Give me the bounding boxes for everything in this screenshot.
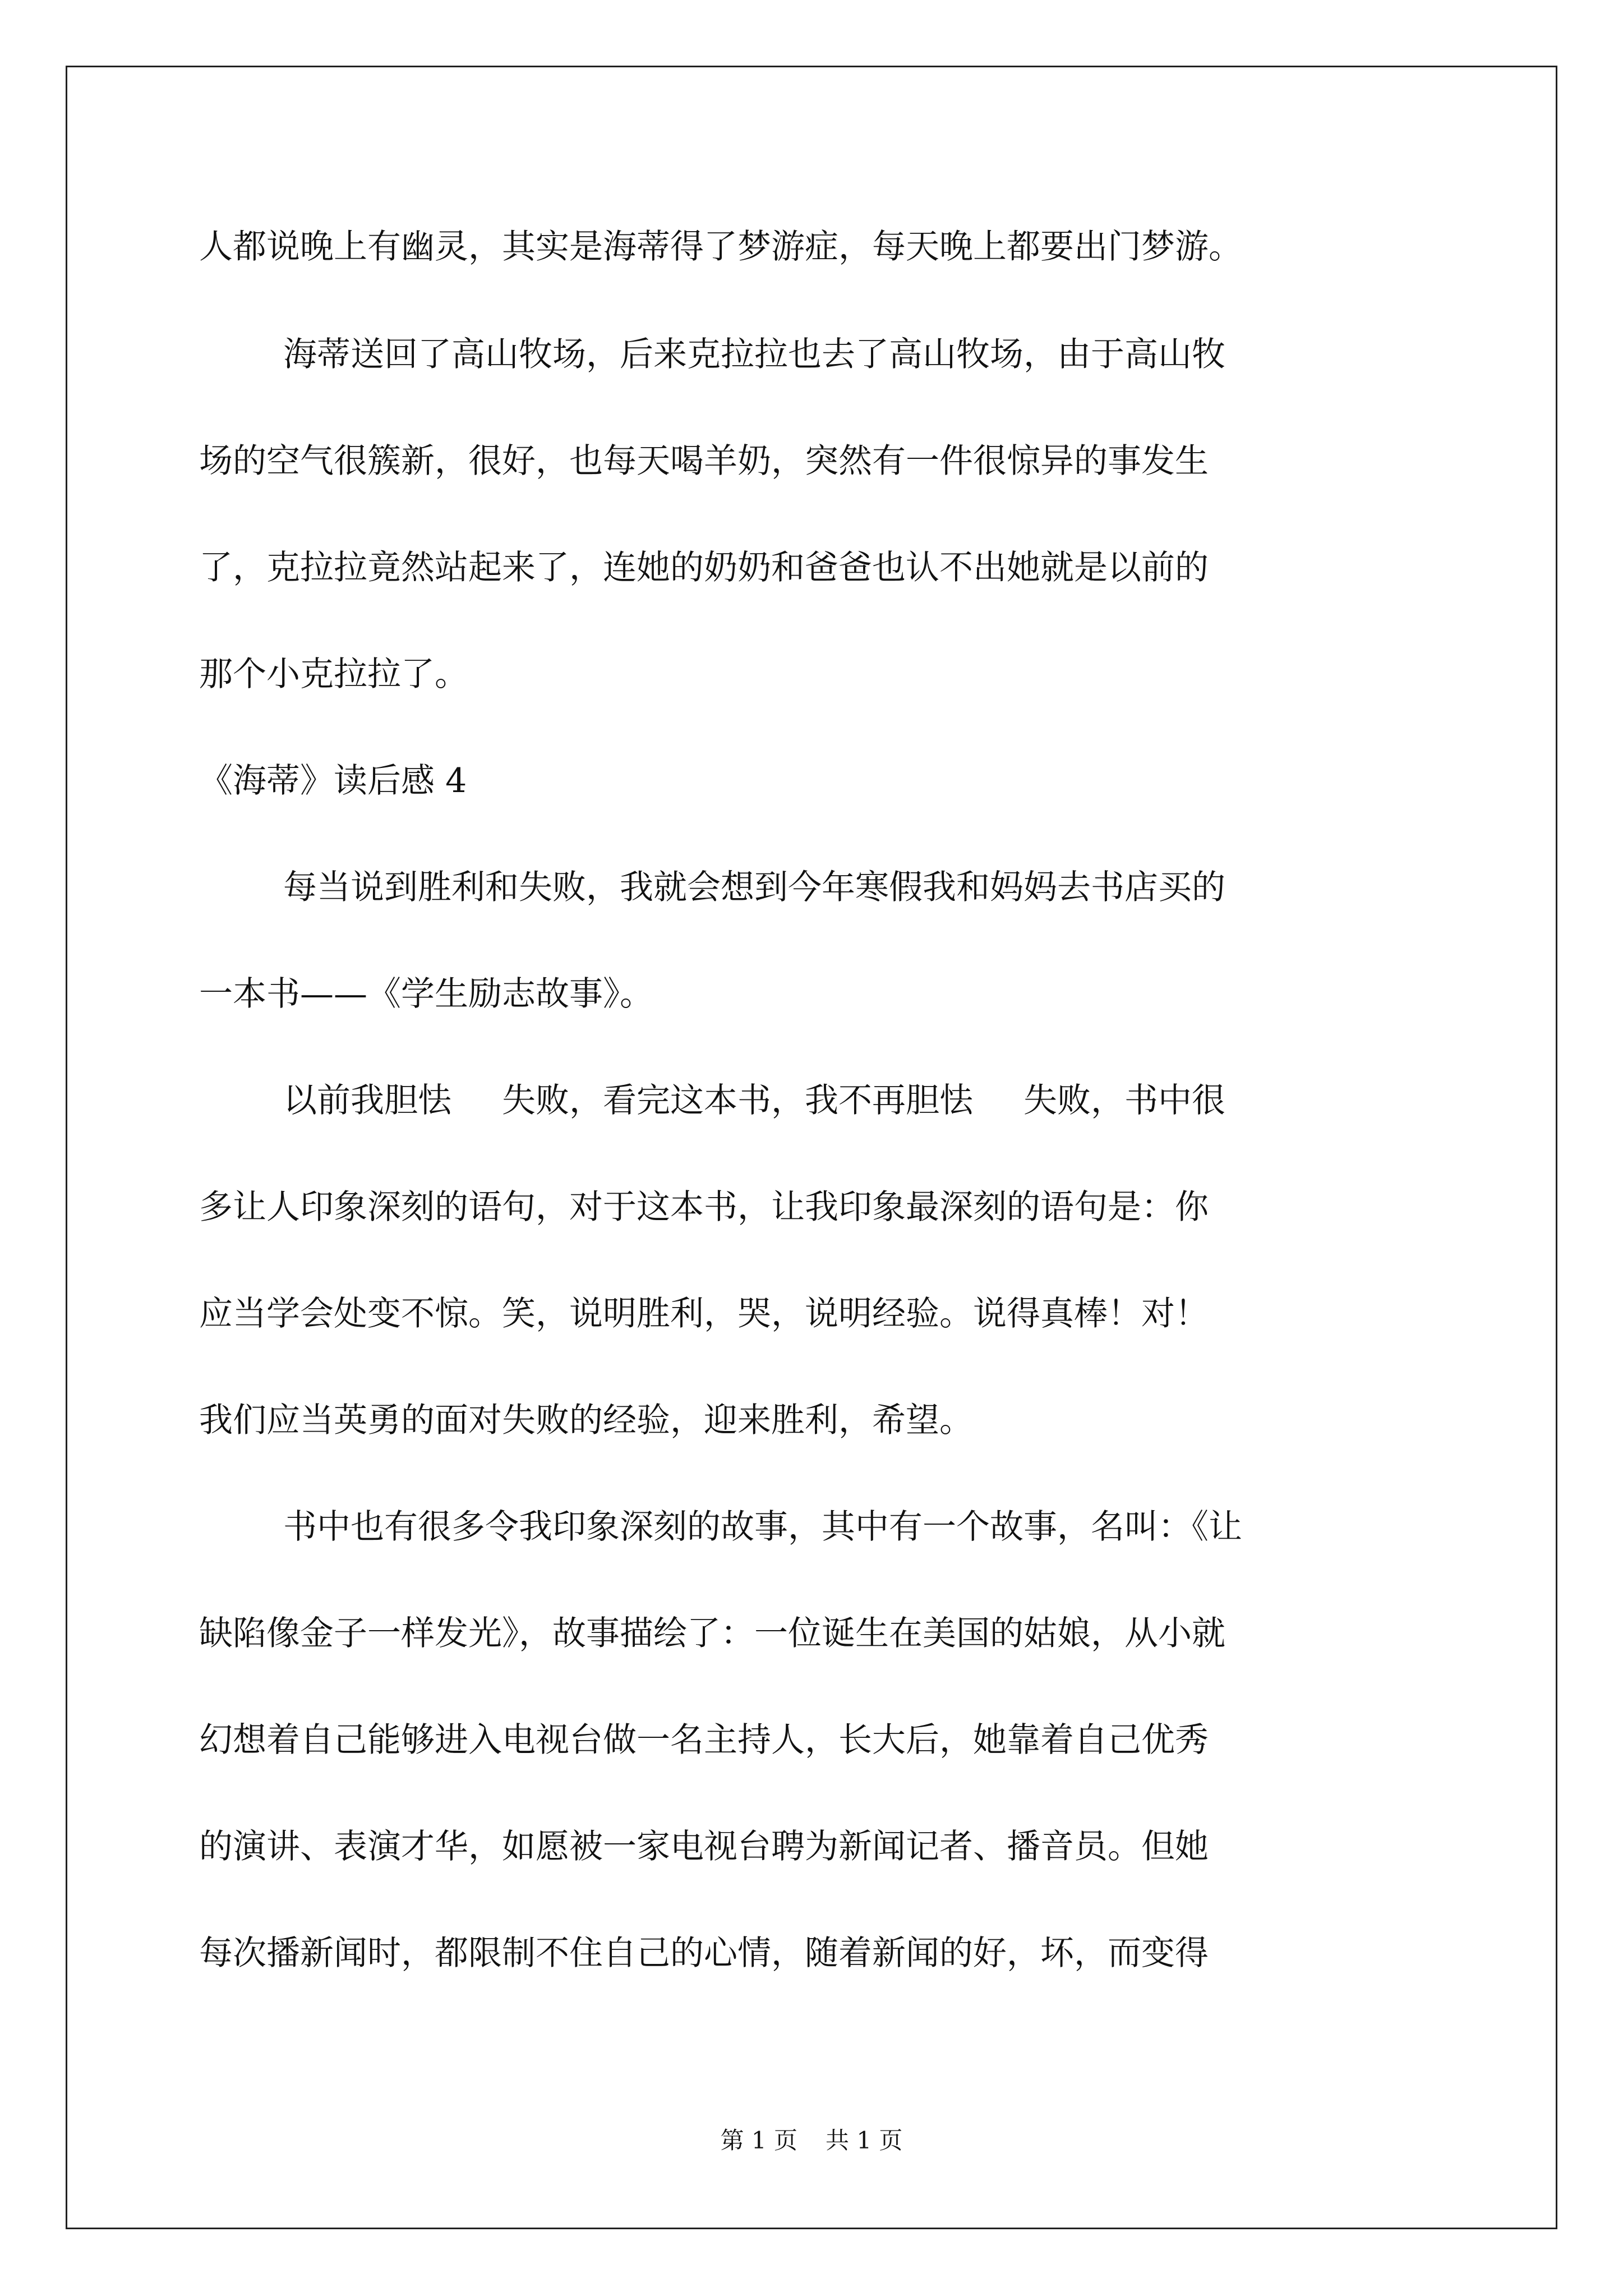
text-line: 一本书——《学生励志故事》。 [199,974,653,1014]
paragraph-start: 每当说到胜利和失败，我就会想到今年寒假我和妈妈去书店买的 [283,868,1225,907]
text-line: 场的空气很簇新，很好，也每天喝羊奶，突然有一件很惊异的事发生 [199,441,1209,481]
text-line: 人都说晚上有幽灵，其实是海蒂得了梦游症，每天晚上都要出门梦游。 [199,227,1242,266]
text-segment: 失败，看完这本书，我不再胆怯 [502,1081,973,1120]
page-number: 第 1 页 [720,2127,797,2154]
page-total: 共 1 页 [826,2127,903,2154]
text-line: 多让人印象深刻的语句，对于这本书，让我印象最深刻的语句是：你 [199,1188,1209,1227]
text-line: 那个小克拉拉了。 [199,655,468,694]
page-border [66,66,1557,2229]
text-line: 每次播新闻时，都限制不住自己的心情，随着新闻的好，坏，而变得 [199,1934,1209,1973]
text-line: 的演讲、表演才华，如愿被一家电视台聘为新闻记者、播音员。但她 [199,1827,1209,1866]
section-heading: 《海蒂》读后感 4 [199,761,467,800]
paragraph-start: 书中也有很多令我印象深刻的故事，其中有一个故事，名叫：《让 [283,1507,1242,1547]
text-segment: 失败，书中很 [1023,1081,1225,1120]
text-line: 应当学会处变不惊。笑，说明胜利，哭，说明经验。说得真棒！对！ [199,1294,1209,1333]
text-line: 缺陷像金子一样发光》，故事描绘了：一位诞生在美国的姑娘，从小就 [199,1614,1225,1653]
text-line: 我们应当英勇的面对失败的经验，迎来胜利，希望。 [199,1401,973,1440]
page-footer [0,2125,1623,2156]
paragraph-start: 海蒂送回了高山牧场，后来克拉拉也去了高山牧场，由于高山牧 [283,335,1225,374]
paragraph-start [283,1078,1225,1123]
text-segment: 以前我胆怯 [283,1081,451,1120]
text-line: 幻想着自己能够进入电视台做一名主持人，长大后，她靠着自己优秀 [199,1720,1209,1760]
text-line: 了，克拉拉竟然站起来了，连她的奶奶和爸爸也认不出她就是以前的 [199,548,1209,587]
